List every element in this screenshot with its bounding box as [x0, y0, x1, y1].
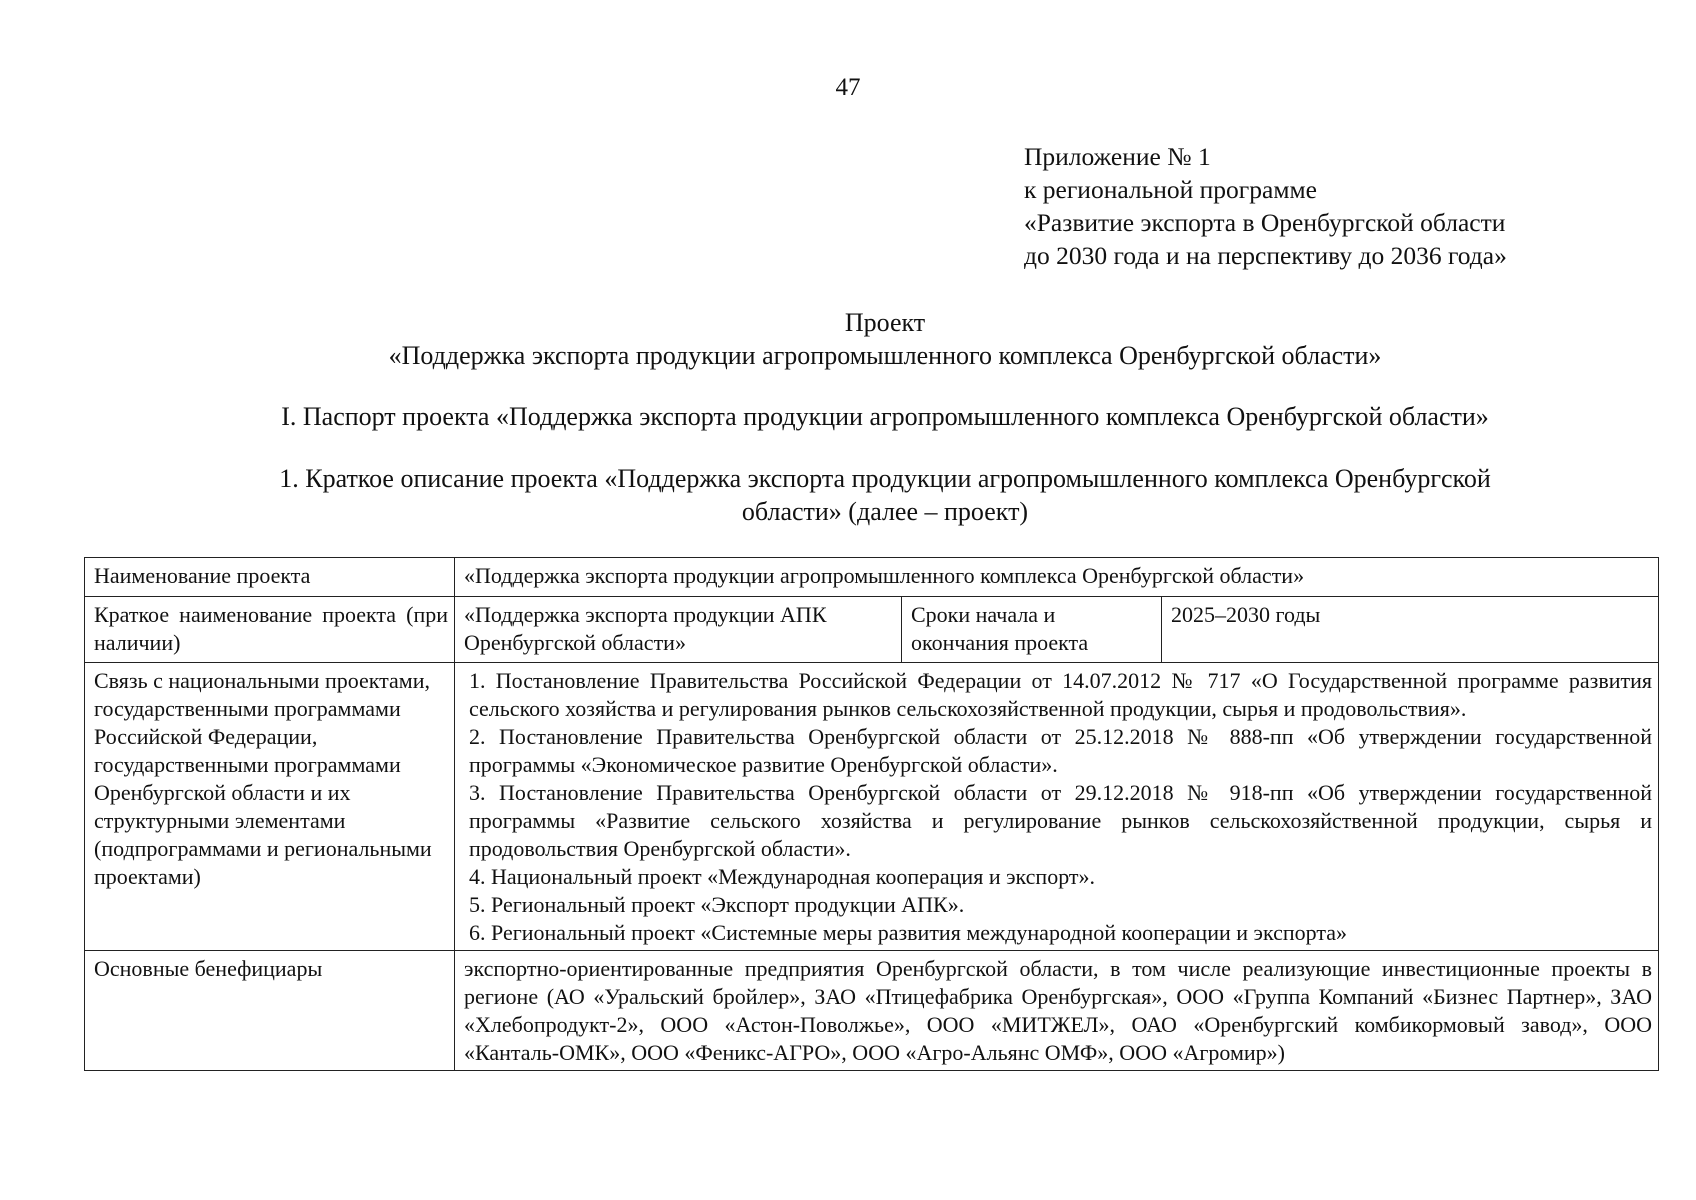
list-item: 3. Постановление Правительства Оренбургской области от 29.12.2018 № 918-пп «Об утверждении государственной программы «Развитие сельского хозяйства и регулирование рынков сельскохозяйственной продукции, сырья и продовольствия Оренбургской области». — [469, 780, 1653, 861]
appendix-line-2: к региональной программе — [1024, 175, 1317, 204]
list-item: 1. Постановление Правительства Российской Федерации от 14.07.2012 № 717 «О Государственной программе развития сельского хозяйства и регулирования рынков сельскохозяйственной продукции, сырья и продовольствия». — [469, 668, 1653, 721]
project-title — [0, 306, 1696, 372]
appendix-block — [1024, 140, 1507, 272]
links-list — [455, 663, 1659, 951]
list-item: 6. Региональный проект «Системные меры развития международной кооперации и экспорта» — [469, 920, 1347, 945]
links-label: Связь с национальными проектами, государственными программами Российской Федерации, государственными программами Оренбургской области и их структурными элементами (подпрограммами и региональными проектами) — [85, 663, 455, 951]
subsection-title — [0, 462, 1696, 528]
section-title: I. Паспорт проекта «Поддержка экспорта продукции агропромышленного комплекса Оренбургской области» — [281, 402, 1489, 431]
table-row — [85, 951, 1659, 1071]
table-row — [85, 558, 1659, 597]
project-label: Проект — [844, 308, 926, 337]
table-row — [85, 663, 1659, 951]
subsection-title-line-1: 1. Краткое описание проекта «Поддержка экспорта продукции агропромышленного комплекса Оренбургской — [279, 464, 1491, 493]
appendix-line-3: «Развитие экспорта в Оренбургской области — [1024, 208, 1506, 237]
short-name-value: «Поддержка экспорта продукции АПК Оренбургской области» — [455, 597, 902, 663]
list-item: 5. Региональный проект «Экспорт продукции АПК». — [469, 892, 965, 917]
list-item: 2. Постановление Правительства Оренбургской области от 25.12.2018 № 888-пп «Об утверждении государственной программы «Экономическое развитие Оренбургской области». — [469, 724, 1653, 777]
project-name: «Поддержка экспорта продукции агропромышленного комплекса Оренбургской области» — [388, 341, 1382, 370]
project-passport-table — [84, 557, 1659, 1071]
list-item: 4. Национальный проект «Международная кооперация и экспорт». — [469, 864, 1096, 889]
short-name-label: Краткое наименование проекта (при наличии) — [85, 597, 455, 663]
table-row — [85, 597, 1659, 663]
beneficiaries-value: экспортно-ориентированные предприятия Оренбургской области, в том числе реализующие инвестиционные проекты в регионе (АО «Уральский бройлер», ЗАО «Птицефабрика Оренбургская», ООО «Группа Компаний «Бизнес Партнер», ЗАО «Хлебопродукт-2», ООО «Астон-Поволжье», ООО «МИТЖЕЛ», ОАО «Оренбургский комбикормовый завод», ООО «Канталь-ОМК», ООО «Феникс-АГРО», ООО «Агро-Альянс ОМФ», ООО «Агромир») — [455, 951, 1659, 1071]
period-label: Сроки начала и окончания проекта — [902, 597, 1162, 663]
project-name-value: «Поддержка экспорта продукции агропромышленного комплекса Оренбургской области» — [455, 558, 1659, 597]
beneficiaries-label: Основные бенефициары — [85, 951, 455, 1071]
subsection-title-line-2: области» (далее – проект) — [741, 497, 1029, 526]
period-value: 2025–2030 годы — [1162, 597, 1659, 663]
page-number: 47 — [835, 74, 861, 101]
appendix-line-1: Приложение № 1 — [1024, 142, 1211, 171]
project-name-label: Наименование проекта — [85, 558, 455, 597]
appendix-line-4: до 2030 года и на перспективу до 2036 года» — [1024, 241, 1507, 270]
